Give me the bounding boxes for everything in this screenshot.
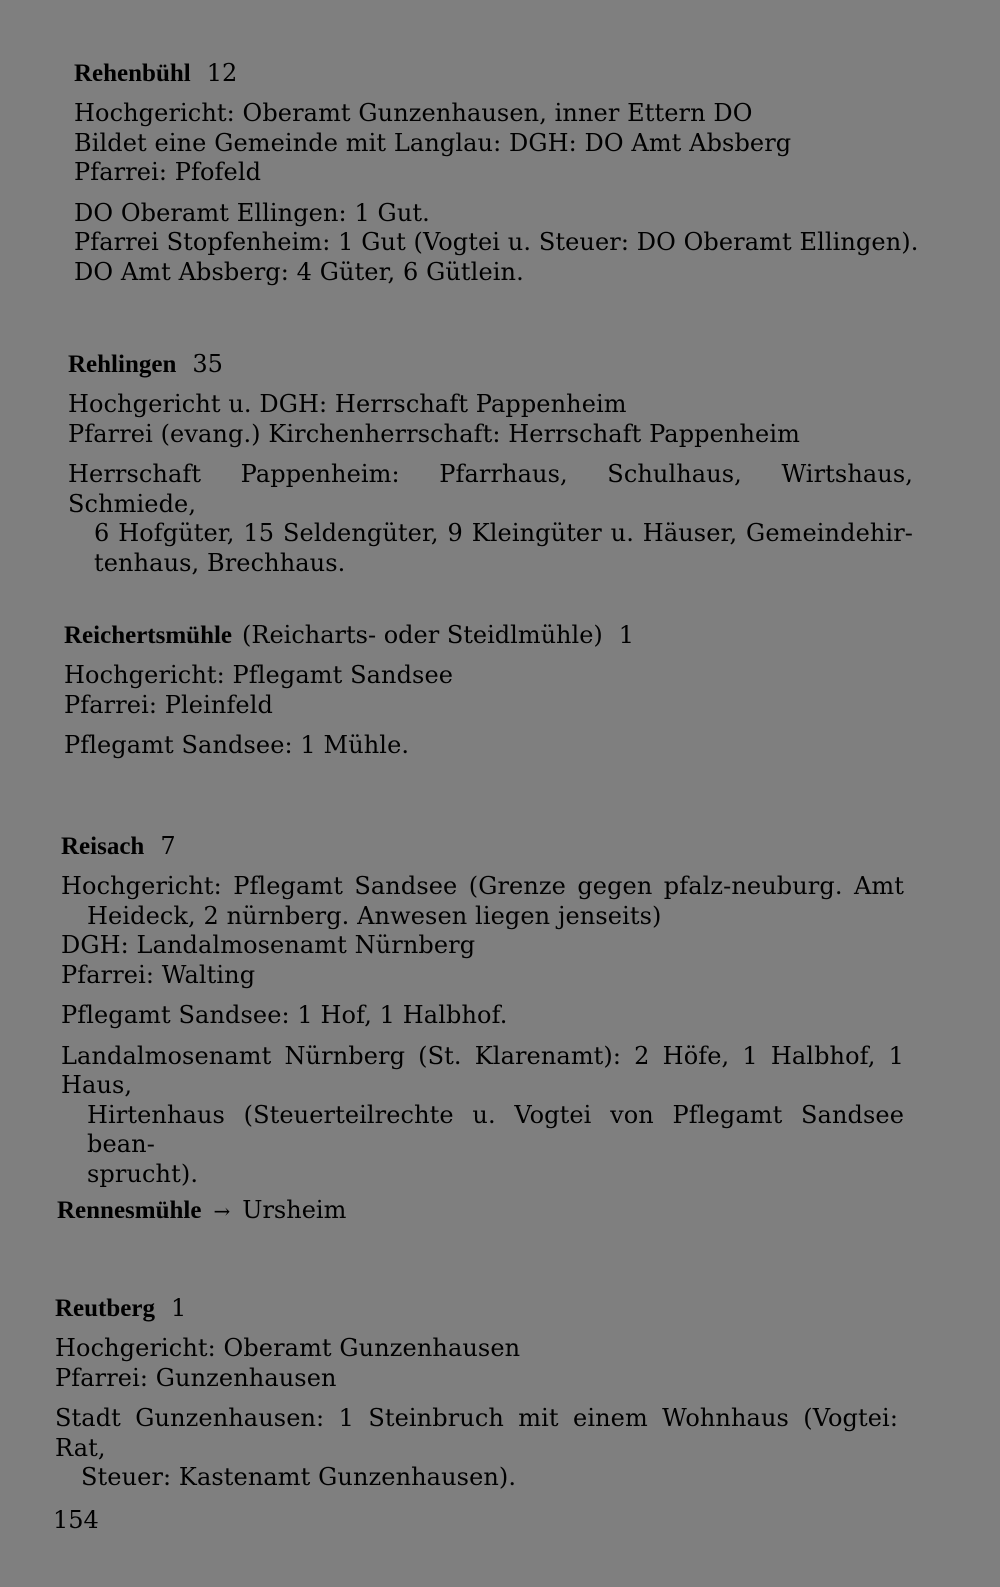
holding-line: Steuer: Kastenamt Gunzenhausen). (81, 1463, 517, 1491)
jurisdiction-line: Hochgericht u. DGH: Herrschaft Pappenheim (68, 390, 627, 418)
place-name: Reisach (61, 833, 145, 860)
jurisdiction-line: Hochgericht: Oberamt Gunzenhausen (55, 1334, 521, 1362)
entry-heading (64, 620, 924, 651)
holding-line: 6 Hofgüter, 15 Seldengüter, 9 Kleingüter u. Häuser, Gemeindehir- (94, 519, 913, 547)
parish-line: Pfarrei: Gunzenhausen (55, 1363, 337, 1392)
entry-rehlingen (68, 349, 913, 578)
jurisdiction-line: Bildet eine Gemeinde mit Langlau: DGH: DO Amt Absberg (74, 128, 792, 157)
parish-line: Pfarrei: Pleinfeld (64, 690, 273, 719)
holding-line: Hirtenhaus (Steuerteilrechte u. Vogtei von Pflegamt Sandsee bean- (87, 1100, 904, 1158)
entry-heading (55, 1293, 898, 1324)
place-count: 7 (160, 832, 176, 860)
holding-line: Pfarrei Stopfenheim: 1 Gut (Vogtei u. Steuer: DO Oberamt Ellingen). (74, 228, 919, 256)
place-name: Reichertsmühle (64, 622, 233, 649)
entry-reichertsmuehle (64, 620, 924, 761)
page-number: 154 (53, 1506, 99, 1534)
alternate-names: (Reicharts- oder Steidlmühle) (242, 621, 603, 649)
place-count: 12 (206, 59, 238, 87)
entry-rennesmuehle (57, 1195, 917, 1236)
jurisdiction-line: Hochgericht: Oberamt Gunzenhausen, inner Ettern DO (74, 99, 753, 127)
jurisdiction-line: DGH: Landalmosenamt Nürnberg (61, 931, 476, 959)
place-count: 1 (170, 1294, 187, 1322)
place-name: Rehenbühl (74, 60, 191, 87)
entry-heading (74, 58, 934, 89)
holding-line: DO Oberamt Ellingen: 1 Gut. (74, 198, 430, 227)
place-name: Rehlingen (68, 351, 177, 378)
parish-line: Pfarrei (evang.) Kirchenherrschaft: Herrschaft Pappenheim (68, 419, 800, 448)
jurisdiction-line: Heideck, 2 nürnberg. Anwesen liegen jenseits) (87, 901, 662, 930)
holding-line: tenhaus, Brechhaus. (94, 548, 346, 577)
holding-line: Herrschaft Pappenheim: Pfarrhaus, Schulhaus, Wirtshaus, Schmiede, (68, 460, 913, 518)
entry-heading (61, 831, 904, 862)
holding-line: Pflegamt Sandsee: 1 Hof, 1 Halbhof. (61, 1001, 508, 1029)
arrow-right-icon: → (213, 1199, 231, 1223)
entry-heading (68, 349, 913, 380)
holding-line: Pflegamt Sandsee: 1 Mühle. (64, 731, 410, 759)
parish-line: Pfarrei: Pfofeld (74, 158, 262, 186)
entry-reisach (61, 831, 904, 1189)
place-count: 1 (618, 621, 635, 649)
jurisdiction-line: Hochgericht: Pflegamt Sandsee (Grenze gegen pfalz-neuburg. Amt (61, 872, 904, 900)
place-name: Reutberg (55, 1295, 155, 1322)
holding-line: Stadt Gunzenhausen: 1 Steinbruch mit einem Wohnhaus (Vogtei: Rat, (55, 1404, 898, 1462)
entry-rehenbuehl (74, 58, 934, 287)
holding-line: Landalmosenamt Nürnberg (St. Klarenamt): 2 Höfe, 1 Halbhof, 1 Haus, (61, 1041, 904, 1099)
parish-line: Pfarrei: Walting (61, 960, 256, 989)
place-name: Rennesmühle (57, 1197, 202, 1224)
holding-line: DO Amt Absberg: 4 Güter, 6 Gütlein. (74, 257, 524, 286)
cross-reference: Ursheim (242, 1196, 347, 1224)
holding-line: sprucht). (87, 1159, 199, 1188)
entry-heading (57, 1195, 917, 1226)
entry-reutberg (55, 1293, 898, 1493)
place-count: 35 (192, 350, 223, 378)
jurisdiction-line: Hochgericht: Pflegamt Sandsee (64, 661, 454, 689)
